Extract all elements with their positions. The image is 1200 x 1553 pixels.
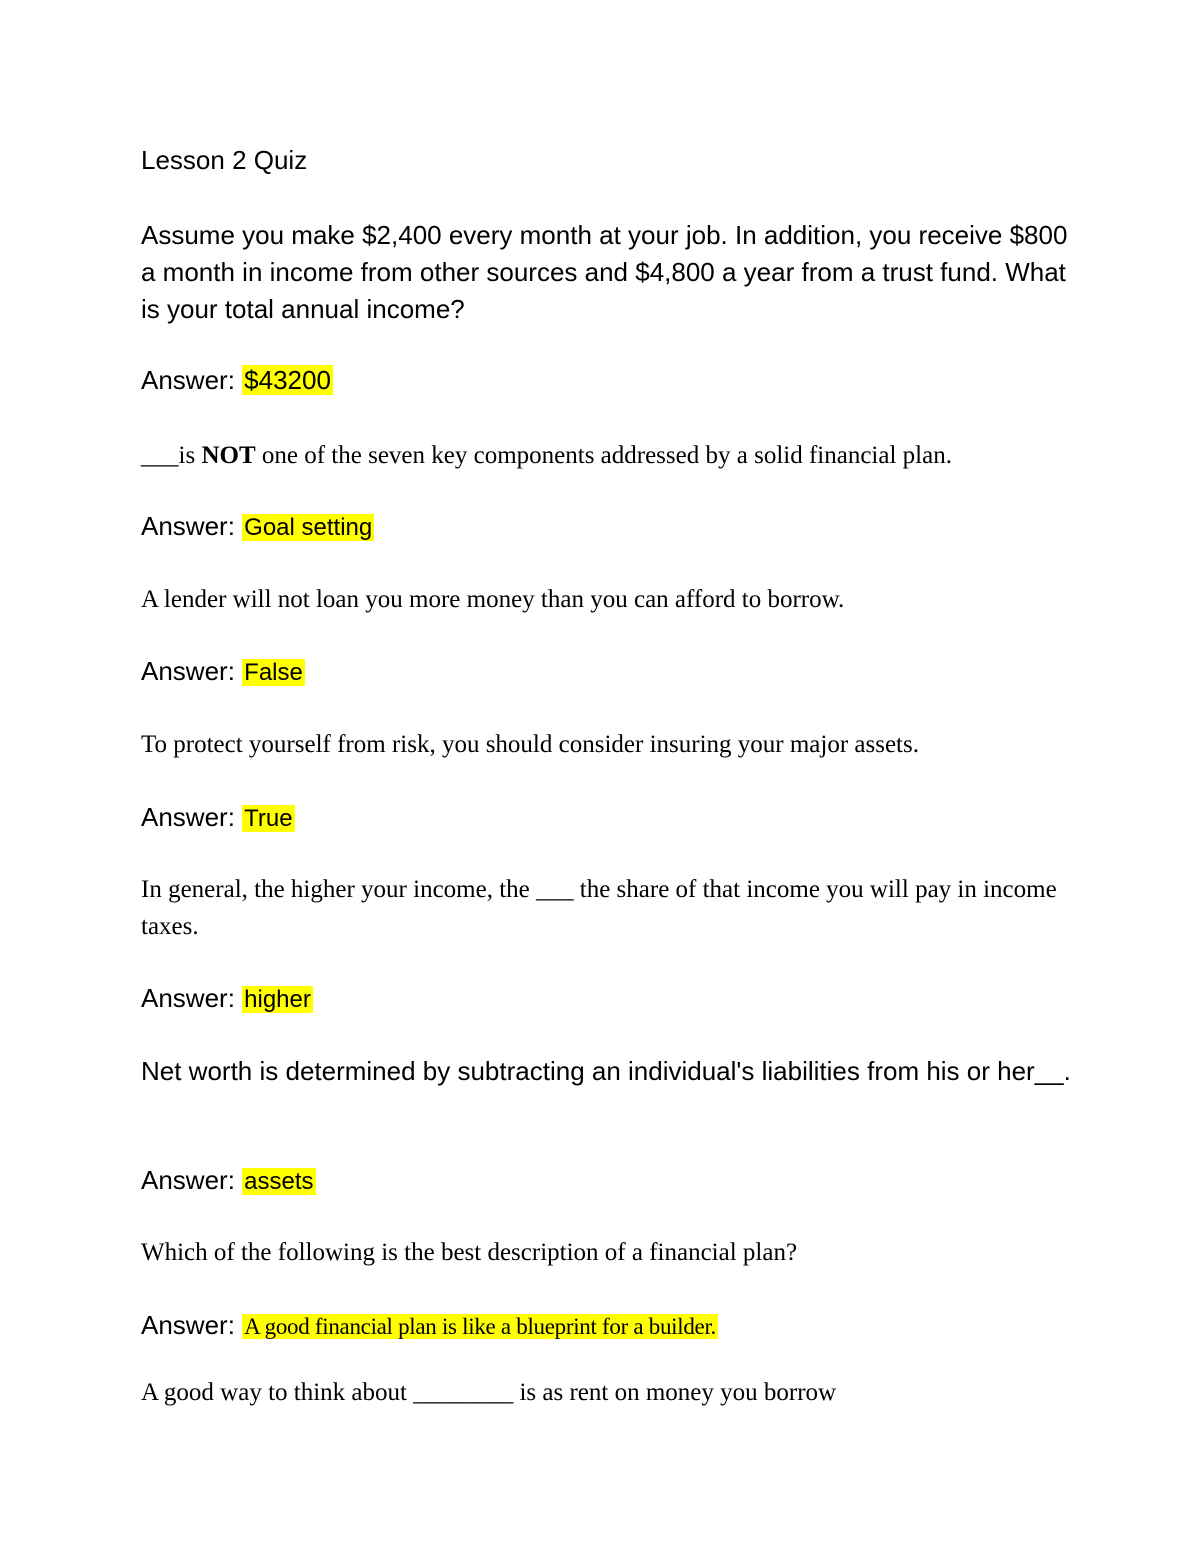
question-1: Assume you make $2,400 every month at your job. In addition, you receive $800 a month in income from other sources and $4,800 a year from a trust fund. What is your total annual income? bbox=[141, 220, 1068, 324]
answer-label: Answer: bbox=[141, 1165, 235, 1195]
page-title: Lesson 2 Quiz bbox=[141, 145, 308, 175]
answer-3-line bbox=[141, 653, 1071, 691]
question-2-bold: NOT bbox=[201, 442, 256, 469]
answer-4-line bbox=[141, 799, 1071, 837]
question-2-suffix: one of the seven key components addressed by a solid financial plan. bbox=[255, 442, 952, 469]
answer-5-value: higher bbox=[244, 986, 311, 1013]
question-6: Net worth is determined by subtracting an individual's liabilities from his or her__. bbox=[141, 1056, 1071, 1086]
answer-3-value: False bbox=[244, 659, 303, 686]
question-3: A lender will not loan you more money than you can afford to borrow. bbox=[141, 586, 845, 613]
answer-label: Answer: bbox=[141, 802, 235, 832]
question-8: A good way to think about ________ is as rent on money you borrow bbox=[141, 1379, 837, 1406]
question-4: To protect yourself from risk, you should consider insuring your major assets. bbox=[141, 731, 919, 758]
answer-4-value: True bbox=[244, 805, 293, 832]
question-2-prefix: ___is bbox=[141, 442, 202, 469]
answer-1-value: $43200 bbox=[244, 365, 331, 395]
question-7: Which of the following is the best description of a financial plan? bbox=[141, 1239, 798, 1266]
answer-5-line bbox=[141, 980, 1071, 1018]
answer-6-line bbox=[141, 1162, 1071, 1200]
answer-label: Answer: bbox=[141, 983, 235, 1013]
answer-label: Answer: bbox=[141, 1310, 235, 1340]
answer-label: Answer: bbox=[141, 365, 235, 395]
question-5: In general, the higher your income, the ___ the share of that income you will pay in income taxes. bbox=[141, 876, 1057, 940]
answer-2-line bbox=[141, 508, 1071, 546]
answer-2-value: Goal setting bbox=[244, 514, 373, 541]
answer-6-value: assets bbox=[244, 1168, 314, 1195]
answer-7-line bbox=[141, 1307, 1071, 1345]
answer-label: Answer: bbox=[141, 511, 235, 541]
answer-1-line bbox=[141, 362, 1071, 399]
answer-7-value: A good financial plan is like a blueprint for a builder. bbox=[244, 1314, 716, 1339]
question-2 bbox=[141, 437, 1071, 474]
answer-label: Answer: bbox=[141, 656, 235, 686]
